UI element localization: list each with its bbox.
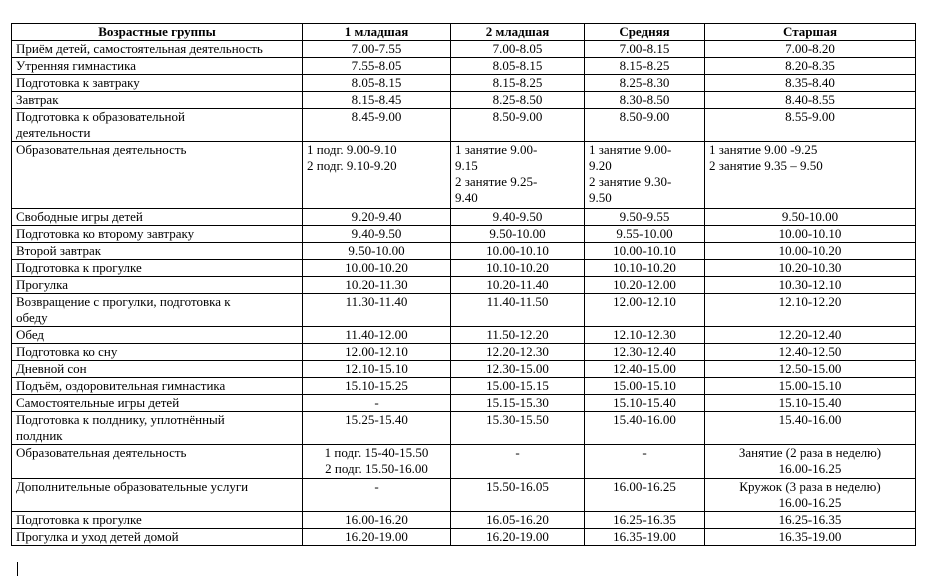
- time-cell: [585, 209, 705, 226]
- time-text: 15.50-16.05: [486, 479, 549, 494]
- table-row: [12, 226, 916, 243]
- activity-cell: [12, 378, 303, 395]
- schedule-table: [11, 23, 916, 546]
- activity-cell: [12, 92, 303, 109]
- activity-text: Подъём, оздоровительная гимнастика: [16, 378, 226, 393]
- activity-cell: [12, 344, 303, 361]
- time-text: 15.00-15.10: [613, 378, 676, 393]
- time-text: 12.10-12.30: [613, 327, 676, 342]
- time-cell: [705, 327, 916, 344]
- time-cell: [303, 41, 451, 58]
- time-text: -: [374, 479, 379, 494]
- time-cell: [705, 395, 916, 412]
- time-text: 8.20-8.35: [785, 58, 835, 73]
- header-middle: Средняя: [585, 24, 705, 41]
- time-cell: [585, 512, 705, 529]
- time-text: 10.00-10.10: [778, 226, 842, 241]
- activity-text: полдник: [16, 428, 63, 443]
- header-row: [12, 24, 916, 41]
- activity-cell: [12, 327, 303, 344]
- time-cell: [585, 412, 705, 445]
- time-cell: [303, 277, 451, 294]
- time-text: 8.45-9.00: [351, 109, 402, 124]
- time-cell: [585, 142, 705, 209]
- time-cell: [705, 75, 916, 92]
- time-text: 2 подг. 9.10-9.20: [307, 158, 397, 173]
- time-cell: [451, 361, 585, 378]
- activity-cell: [12, 529, 303, 546]
- activity-text: Завтрак: [16, 92, 59, 107]
- activity-text: Подготовка ко сну: [16, 344, 118, 359]
- time-text: 10.10-10.20: [613, 260, 676, 275]
- time-cell: [451, 344, 585, 361]
- activity-cell: [12, 445, 303, 479]
- time-cell: [303, 361, 451, 378]
- time-text: 2 занятие 9.35 – 9.50: [709, 158, 823, 173]
- table-row: [12, 361, 916, 378]
- time-cell: [451, 412, 585, 445]
- activity-text: Подготовка к завтраку: [16, 75, 140, 90]
- time-cell: [585, 378, 705, 395]
- activity-text: Подготовка к прогулке: [16, 512, 142, 527]
- time-text: 16.20-19.00: [345, 529, 408, 544]
- time-cell: [705, 445, 916, 479]
- time-text: 7.55-8.05: [351, 58, 402, 73]
- table-row: [12, 277, 916, 294]
- time-text: 12.30-15.00: [486, 361, 549, 376]
- table-row: [12, 75, 916, 92]
- time-cell: [303, 395, 451, 412]
- time-text: 2 подг. 15.50-16.00: [325, 461, 428, 476]
- activity-cell: [12, 260, 303, 277]
- activity-text: Свободные игры детей: [16, 209, 143, 224]
- activity-text: Образовательная деятельность: [16, 445, 187, 460]
- table-row: [12, 445, 916, 479]
- time-text: 9.40-9.50: [351, 226, 402, 241]
- time-cell: [705, 479, 916, 512]
- table-row: [12, 92, 916, 109]
- time-cell: [451, 445, 585, 479]
- time-text: 2 занятие 9.30-: [589, 174, 672, 189]
- time-cell: [303, 378, 451, 395]
- time-text: 8.25-8.30: [619, 75, 670, 90]
- time-text: 15.10-15.40: [778, 395, 842, 410]
- activity-cell: [12, 243, 303, 260]
- time-text: 16.00-16.20: [345, 512, 408, 527]
- time-text: 10.20-10.30: [778, 260, 842, 275]
- time-cell: [303, 226, 451, 243]
- time-cell: [705, 529, 916, 546]
- time-cell: [585, 243, 705, 260]
- activity-cell: [12, 209, 303, 226]
- time-text: 8.05-8.15: [351, 75, 402, 90]
- time-text: 16.25-16.35: [778, 512, 842, 527]
- time-cell: [705, 344, 916, 361]
- activity-text: Подготовка к образовательной: [16, 109, 185, 124]
- time-cell: [705, 58, 916, 75]
- activity-text: Подготовка к прогулке: [16, 260, 142, 275]
- time-cell: [585, 361, 705, 378]
- activity-text: обеду: [16, 310, 48, 325]
- time-text: 10.30-12.10: [778, 277, 842, 292]
- table-row: [12, 109, 916, 142]
- activity-text: Прогулка и уход детей домой: [16, 529, 179, 544]
- activity-cell: [12, 109, 303, 142]
- time-text: 7.00-7.55: [351, 41, 402, 56]
- time-text: 12.10-12.20: [778, 294, 842, 309]
- time-text: 16.05-16.20: [486, 512, 549, 527]
- time-text: 9.50-10.00: [781, 209, 839, 224]
- activity-cell: [12, 277, 303, 294]
- time-cell: [585, 294, 705, 327]
- activity-text: Образовательная деятельность: [16, 142, 187, 157]
- time-text: 12.00-12.10: [613, 294, 676, 309]
- time-text: 11.30-11.40: [345, 294, 408, 309]
- time-cell: [451, 327, 585, 344]
- activity-text: деятельности: [16, 125, 91, 140]
- time-text: 16.35-19.00: [778, 529, 842, 544]
- time-cell: [585, 479, 705, 512]
- time-cell: [303, 75, 451, 92]
- table-row: [12, 243, 916, 260]
- time-cell: [705, 92, 916, 109]
- time-text: 7.00-8.05: [492, 41, 543, 56]
- time-text: 8.25-8.50: [492, 92, 543, 107]
- time-text: Занятие (2 раза в неделю): [738, 445, 882, 460]
- header-junior-2: 2 младшая: [451, 24, 585, 41]
- time-text: 16.25-16.35: [613, 512, 676, 527]
- activity-cell: [12, 512, 303, 529]
- time-text: 2 занятие 9.25-: [455, 174, 538, 189]
- time-text: 12.30-12.40: [613, 344, 676, 359]
- time-cell: [705, 294, 916, 327]
- time-text: 1 подг. 9.00-9.10: [307, 142, 397, 157]
- time-cell: [451, 41, 585, 58]
- time-text: 9.40: [455, 190, 478, 205]
- time-text: 10.20-11.30: [345, 277, 408, 292]
- time-cell: [705, 412, 916, 445]
- table-row: [12, 344, 916, 361]
- time-cell: [585, 41, 705, 58]
- time-cell: [303, 260, 451, 277]
- table-row: [12, 294, 916, 327]
- header-age-groups: Возрастные группы: [12, 24, 303, 41]
- time-cell: [303, 445, 451, 479]
- time-cell: [705, 142, 916, 209]
- time-cell: [451, 142, 585, 209]
- time-cell: [705, 226, 916, 243]
- time-text: 10.00-10.10: [486, 243, 549, 258]
- time-text: 15.40-16.00: [613, 412, 676, 427]
- time-text: 15.40-16.00: [778, 412, 842, 427]
- time-text: 16.00-16.25: [778, 461, 842, 476]
- time-text: -: [515, 445, 520, 460]
- time-text: 9.50-10.00: [489, 226, 546, 241]
- time-cell: [303, 412, 451, 445]
- time-text: 10.10-10.20: [486, 260, 549, 275]
- time-text: 1 подг. 15-40-15.50: [324, 445, 429, 460]
- time-text: 1 занятие 9.00-: [589, 142, 672, 157]
- time-text: 9.50-10.00: [348, 243, 405, 258]
- time-cell: [585, 344, 705, 361]
- activity-text: Дополнительные образовательные услуги: [16, 479, 249, 494]
- time-cell: [705, 512, 916, 529]
- table-row: [12, 142, 916, 209]
- time-cell: [451, 92, 585, 109]
- time-cell: [303, 294, 451, 327]
- schedule-body: [12, 41, 916, 546]
- activity-text: Утренняя гимнастика: [16, 58, 136, 73]
- header-senior: Старшая: [705, 24, 916, 41]
- activity-text: Подготовка ко второму завтраку: [16, 226, 195, 241]
- time-text: -: [374, 395, 379, 410]
- time-text: 12.50-15.00: [778, 361, 842, 376]
- table-row: [12, 41, 916, 58]
- time-text: 8.30-8.50: [619, 92, 670, 107]
- time-cell: [451, 395, 585, 412]
- time-cell: [451, 226, 585, 243]
- activity-text: Приём детей, самостоятельная деятельность: [16, 41, 263, 56]
- time-text: 10.00-10.20: [778, 243, 842, 258]
- time-text: 8.15-8.25: [492, 75, 543, 90]
- time-cell: [303, 58, 451, 75]
- time-text: 12.00-12.10: [345, 344, 408, 359]
- activity-cell: [12, 479, 303, 512]
- time-text: 12.40-15.00: [613, 361, 676, 376]
- activity-text: Прогулка: [16, 277, 69, 292]
- time-text: 1 занятие 9.00 -9.25: [709, 142, 818, 157]
- time-text: 12.10-15.10: [345, 361, 408, 376]
- activity-cell: [12, 142, 303, 209]
- time-cell: [303, 209, 451, 226]
- time-text: 8.15-8.45: [351, 92, 402, 107]
- time-text: 15.25-15.40: [345, 412, 408, 427]
- time-text: 9.20: [589, 158, 612, 173]
- time-cell: [585, 445, 705, 479]
- time-text: 9.20-9.40: [351, 209, 402, 224]
- time-text: 12.20-12.40: [778, 327, 842, 342]
- time-text: 16.00-16.25: [778, 495, 842, 510]
- table-row: [12, 209, 916, 226]
- time-cell: [585, 92, 705, 109]
- header-junior-1: 1 младшая: [303, 24, 451, 41]
- time-text: Кружок (3 раза в неделю): [739, 479, 881, 494]
- time-text: 11.50-12.20: [486, 327, 549, 342]
- time-text: 15.00-15.10: [778, 378, 842, 393]
- activity-cell: [12, 361, 303, 378]
- time-text: 10.20-12.00: [613, 277, 676, 292]
- time-cell: [451, 58, 585, 75]
- table-row: [12, 412, 916, 445]
- time-text: 12.40-12.50: [778, 344, 842, 359]
- time-text: 15.30-15.50: [486, 412, 549, 427]
- time-text: 16.20-19.00: [486, 529, 549, 544]
- activity-text: Возвращение с прогулки, подготовка к: [16, 294, 231, 309]
- activity-cell: [12, 294, 303, 327]
- time-text: 11.40-11.50: [486, 294, 549, 309]
- time-text: 8.50-9.00: [492, 109, 543, 124]
- time-cell: [585, 260, 705, 277]
- time-cell: [451, 243, 585, 260]
- text-cursor-marker: [17, 562, 18, 576]
- time-text: 8.40-8.55: [785, 92, 835, 107]
- time-cell: [451, 260, 585, 277]
- table-row: [12, 58, 916, 75]
- time-cell: [705, 109, 916, 142]
- time-text: 9.50-9.55: [619, 209, 670, 224]
- time-text: 11.40-12.00: [345, 327, 408, 342]
- time-text: 10.00-10.20: [345, 260, 408, 275]
- time-text: 8.50-9.00: [619, 109, 670, 124]
- time-text: 9.15: [455, 158, 478, 173]
- activity-text: Подготовка к полднику, уплотнённый: [16, 412, 225, 427]
- time-text: 9.50: [589, 190, 612, 205]
- time-cell: [585, 109, 705, 142]
- time-cell: [585, 58, 705, 75]
- time-cell: [303, 529, 451, 546]
- time-text: 8.35-8.40: [785, 75, 835, 90]
- time-cell: [451, 529, 585, 546]
- time-cell: [303, 479, 451, 512]
- table-row: [12, 260, 916, 277]
- time-cell: [303, 142, 451, 209]
- time-cell: [705, 243, 916, 260]
- time-text: 9.55-10.00: [616, 226, 673, 241]
- time-cell: [705, 41, 916, 58]
- time-text: -: [642, 445, 647, 460]
- time-cell: [303, 344, 451, 361]
- time-cell: [303, 512, 451, 529]
- time-cell: [705, 378, 916, 395]
- time-text: 12.20-12.30: [486, 344, 549, 359]
- time-cell: [451, 378, 585, 395]
- table-row: [12, 378, 916, 395]
- time-cell: [585, 226, 705, 243]
- time-text: 8.55-9.00: [785, 109, 835, 124]
- time-cell: [705, 361, 916, 378]
- time-cell: [585, 327, 705, 344]
- time-cell: [585, 529, 705, 546]
- activity-cell: [12, 41, 303, 58]
- time-cell: [705, 277, 916, 294]
- time-text: 9.40-9.50: [492, 209, 543, 224]
- activity-cell: [12, 58, 303, 75]
- activity-cell: [12, 395, 303, 412]
- table-row: [12, 395, 916, 412]
- time-text: 8.15-8.25: [619, 58, 670, 73]
- time-text: 16.00-16.25: [613, 479, 676, 494]
- time-text: 15.10-15.25: [345, 378, 408, 393]
- time-cell: [585, 277, 705, 294]
- activity-text: Дневной сон: [16, 361, 87, 376]
- table-row: [12, 512, 916, 529]
- activity-text: Самостоятельные игры детей: [16, 395, 180, 410]
- time-text: 15.00-15.15: [486, 378, 549, 393]
- time-cell: [585, 395, 705, 412]
- activity-cell: [12, 226, 303, 243]
- time-text: 16.35-19.00: [613, 529, 676, 544]
- time-cell: [451, 209, 585, 226]
- time-cell: [451, 512, 585, 529]
- activity-cell: [12, 75, 303, 92]
- time-cell: [451, 479, 585, 512]
- activity-text: Второй завтрак: [16, 243, 102, 258]
- time-cell: [585, 75, 705, 92]
- time-cell: [705, 209, 916, 226]
- time-text: 10.00-10.10: [613, 243, 676, 258]
- time-cell: [303, 92, 451, 109]
- time-cell: [303, 109, 451, 142]
- activity-text: Обед: [16, 327, 45, 342]
- table-row: [12, 529, 916, 546]
- time-text: 15.10-15.40: [613, 395, 676, 410]
- time-cell: [451, 277, 585, 294]
- time-text: 1 занятие 9.00-: [455, 142, 538, 157]
- time-cell: [451, 294, 585, 327]
- time-cell: [705, 260, 916, 277]
- time-cell: [303, 327, 451, 344]
- table-row: [12, 327, 916, 344]
- table-row: [12, 479, 916, 512]
- time-text: 15.15-15.30: [486, 395, 549, 410]
- time-cell: [451, 109, 585, 142]
- activity-cell: [12, 412, 303, 445]
- time-cell: [451, 75, 585, 92]
- time-text: 10.20-11.40: [486, 277, 549, 292]
- time-text: 7.00-8.15: [619, 41, 670, 56]
- time-text: 8.05-8.15: [492, 58, 543, 73]
- time-cell: [303, 243, 451, 260]
- time-text: 7.00-8.20: [785, 41, 835, 56]
